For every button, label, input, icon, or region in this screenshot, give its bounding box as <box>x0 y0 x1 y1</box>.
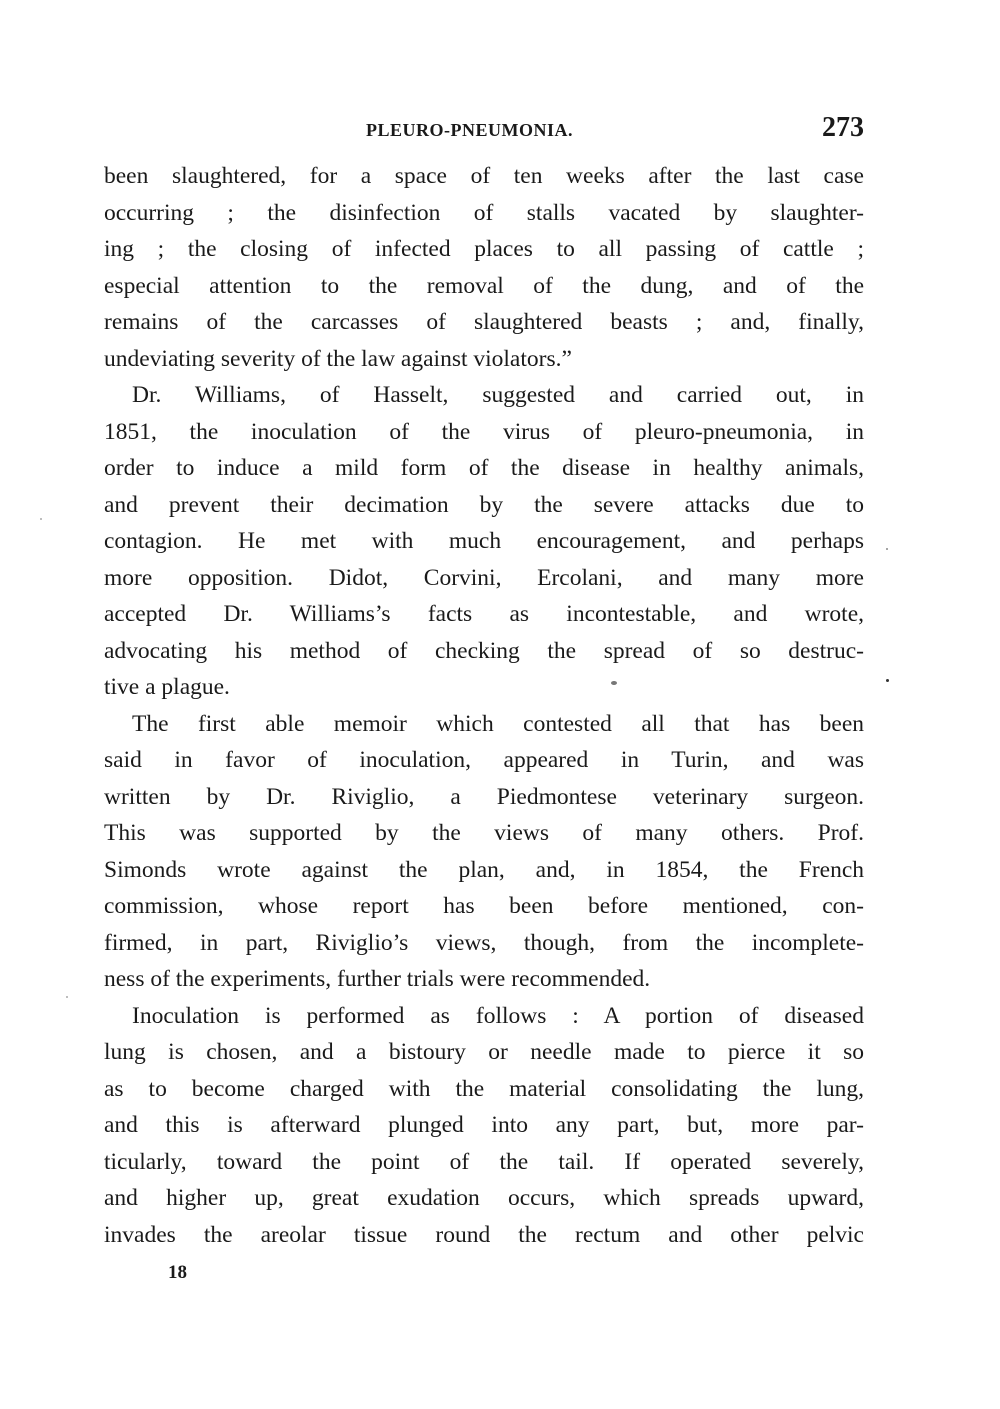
scan-speck <box>886 548 888 550</box>
scan-speck <box>66 996 68 998</box>
body-text <box>104 158 864 1253</box>
text-line: as to become charged with the material consolidating the lung, <box>104 1075 864 1102</box>
text-line: Inoculation is performed as follows : A portion of diseased <box>132 1002 864 1029</box>
text-line: commission, whose report has been before mentioned, con- <box>104 893 864 919</box>
text-line: and higher up, great exudation occurs, which spreads upward, <box>104 1185 864 1211</box>
text-line: and this is afterward plunged into any part, but, more par- <box>104 1112 864 1138</box>
scan-speck <box>886 679 889 682</box>
text-line: remains of the carcasses of slaughtered beasts ; and, finally, <box>104 309 864 335</box>
paragraph-3 <box>104 706 864 998</box>
page-number: 273 <box>822 112 864 143</box>
text-line: and prevent their decimation by the severe attacks due to <box>104 491 864 518</box>
text-line: accepted Dr. Williams’s facts as incontestable, and wrote, <box>104 601 864 627</box>
scan-speck <box>611 681 617 685</box>
paragraph-1 <box>104 158 864 377</box>
text-line: ticularly, toward the point of the tail. If operated severely, <box>104 1148 864 1175</box>
running-head <box>104 112 864 146</box>
text-line: firmed, in part, Riviglio’s views, though, from the incomplete- <box>104 929 864 956</box>
signature-mark: 18 <box>168 1262 187 1283</box>
text-line: especial attention to the removal of the dung, and of the <box>104 272 864 299</box>
text-line: more opposition. Didot, Corvini, Ercolani, and many more <box>104 564 864 591</box>
text-line: order to induce a mild form of the disease in healthy animals, <box>104 455 864 481</box>
text-line: undeviating severity of the law against violators.” <box>104 345 572 372</box>
text-line: Simonds wrote against the plan, and, in 1854, the French <box>104 856 864 883</box>
text-line: contagion. He met with much encouragement, and perhaps <box>104 528 864 554</box>
scan-speck <box>40 518 42 520</box>
text-line: 1851, the inoculation of the virus of pleuro-pneumonia, in <box>104 418 864 445</box>
paragraph-2 <box>104 377 864 706</box>
text-line: tive a plague. <box>104 674 230 700</box>
text-line: The first able memoir which contested all that has been <box>132 710 864 737</box>
text-line: ing ; the closing of infected places to all passing of cattle ; <box>104 236 864 262</box>
text-line: This was supported by the views of many others. Prof. <box>104 820 864 846</box>
text-line: occurring ; the disinfection of stalls vacated by slaughter- <box>104 199 864 226</box>
text-line: said in favor of inoculation, appeared in Turin, and was <box>104 747 864 773</box>
text-line: written by Dr. Riviglio, a Piedmontese veterinary surgeon. <box>104 783 864 810</box>
text-line: ness of the experiments, further trials were recommended. <box>104 966 651 992</box>
text-line: lung is chosen, and a bistoury or needle made to pierce it so <box>104 1039 864 1065</box>
paragraph-4 <box>104 998 864 1254</box>
text-line: been slaughtered, for a space of ten weeks after the last case <box>104 163 864 189</box>
text-line: invades the areolar tissue round the rectum and other pelvic <box>104 1221 864 1248</box>
text-line: advocating his method of checking the spread of so destruc- <box>104 637 864 664</box>
text-line: Dr. Williams, of Hasselt, suggested and carried out, in <box>132 382 864 408</box>
running-title: PLEURO-PNEUMONIA. <box>366 120 573 140</box>
